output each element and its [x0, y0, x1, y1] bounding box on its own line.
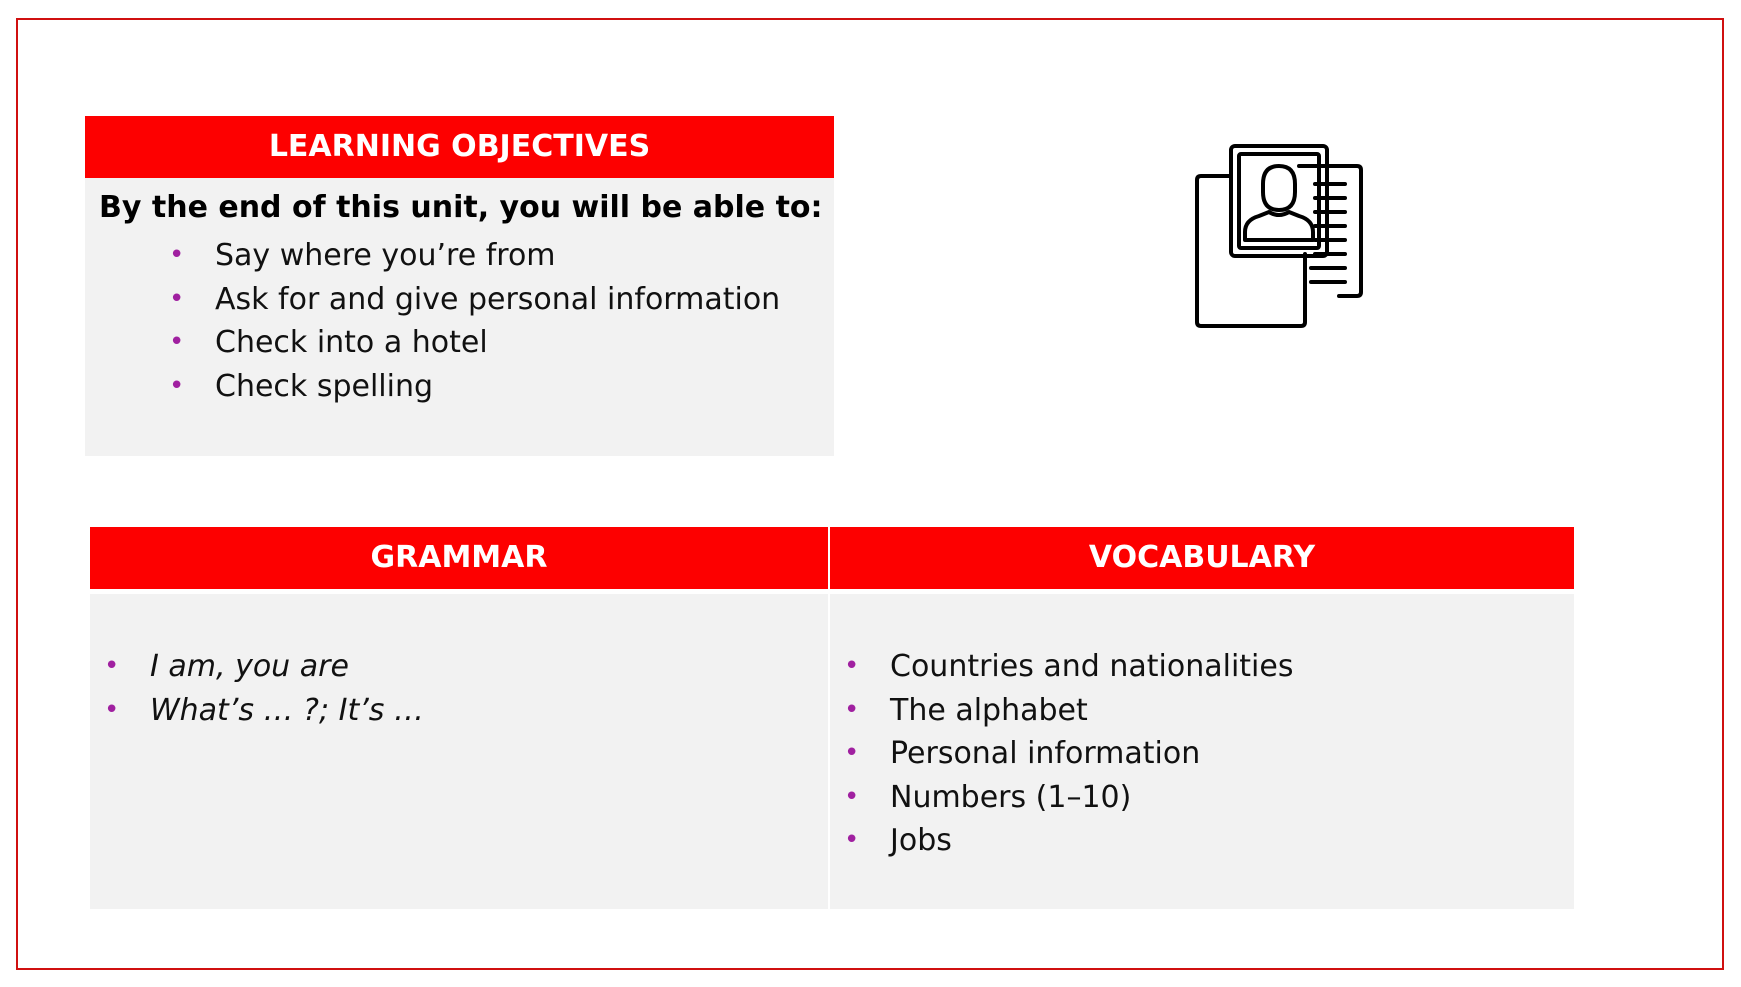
- vocabulary-list: [844, 645, 1293, 863]
- grammar-header: GRAMMAR: [90, 527, 828, 589]
- grammar-body: [90, 594, 828, 909]
- list-item: • What’s … ?; It’s …: [104, 689, 424, 733]
- list-item: • The alphabet: [844, 689, 1293, 733]
- objectives-header: LEARNING OBJECTIVES: [85, 116, 834, 178]
- profile-document-icon: [1193, 140, 1365, 330]
- bullet-icon: •: [169, 283, 185, 314]
- bullet-icon: •: [169, 370, 185, 401]
- list-item: • Jobs: [844, 819, 1293, 863]
- bullet-icon: •: [844, 651, 860, 681]
- bullet-icon: •: [844, 738, 860, 768]
- bullet-icon: •: [169, 327, 185, 357]
- bullet-icon: •: [104, 694, 120, 725]
- vocabulary-body: [830, 594, 1574, 909]
- list-item: • I am, you are: [104, 645, 424, 689]
- list-item: • Numbers (1–10): [844, 776, 1293, 820]
- list-item: • Personal information: [844, 732, 1293, 776]
- vocabulary-header: VOCABULARY: [830, 527, 1574, 589]
- bullet-icon: •: [844, 825, 860, 855]
- bullet-icon: •: [844, 694, 860, 725]
- bullet-icon: •: [844, 781, 860, 812]
- list-item: • Countries and nationalities: [844, 645, 1293, 689]
- list-item: • Check spelling: [169, 365, 780, 409]
- list-item: • Check into a hotel: [169, 321, 780, 365]
- grammar-list: [104, 645, 424, 732]
- list-item: • Say where you’re from: [169, 234, 780, 278]
- objectives-list: [169, 234, 780, 408]
- bullet-icon: •: [169, 240, 185, 270]
- list-item: • Ask for and give personal information: [169, 278, 780, 322]
- objectives-intro: By the end of this unit, you will be able to:: [99, 190, 823, 225]
- objectives-body: [85, 178, 834, 456]
- bullet-icon: •: [104, 651, 120, 681]
